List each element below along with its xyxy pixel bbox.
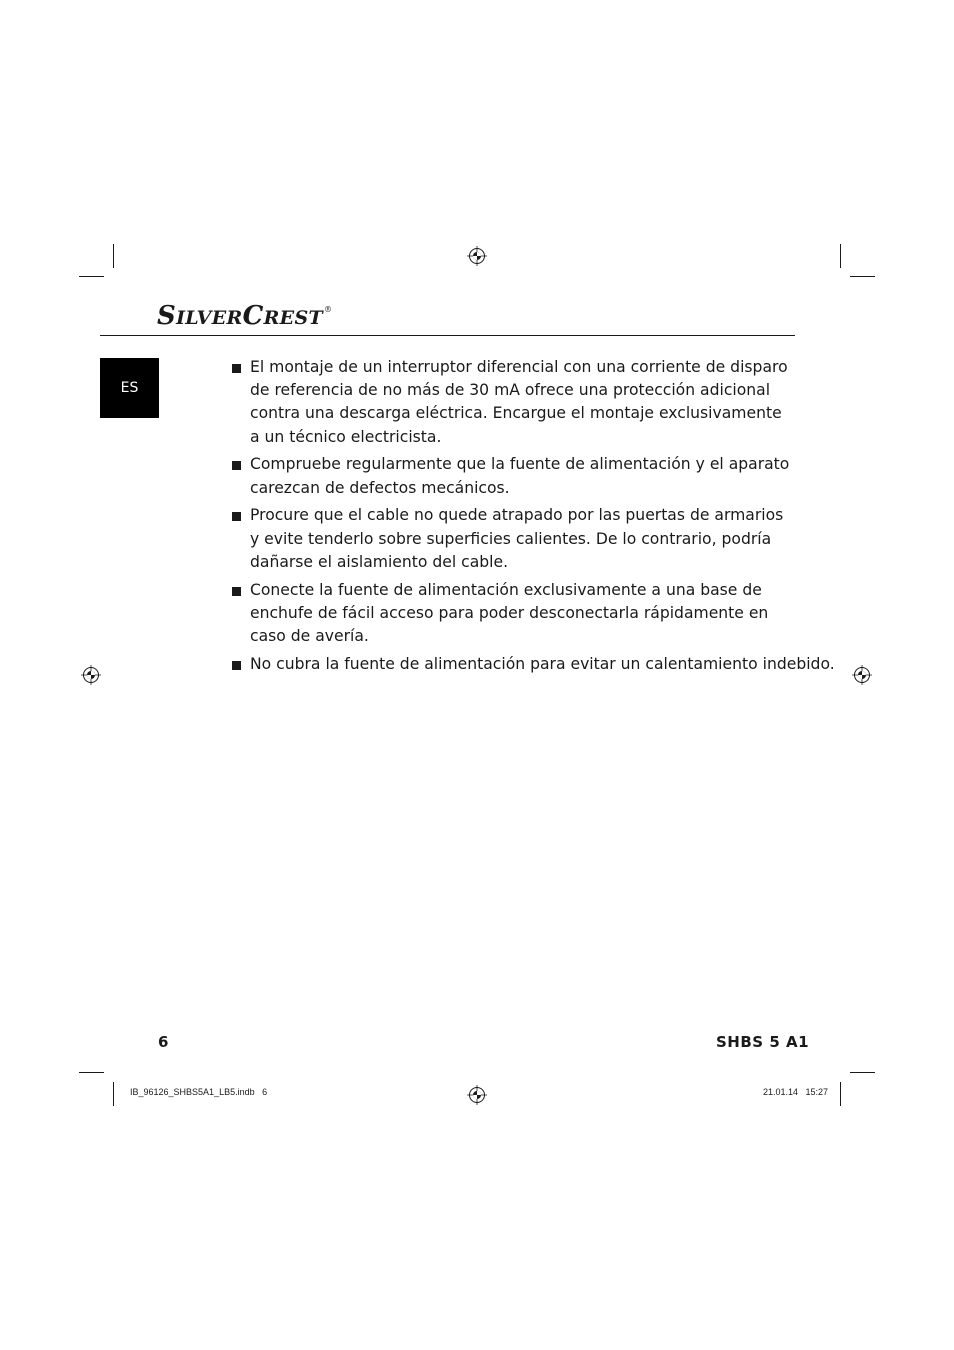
list-item-line: carezcan de defectos mecánicos. — [250, 478, 510, 497]
crop-mark — [840, 1082, 841, 1106]
list-item — [230, 453, 790, 499]
list-item — [230, 504, 790, 574]
list-item-line: Procure que el cable no quede atrapado por las puertas de armarios — [250, 506, 784, 525]
crop-mark — [850, 276, 875, 277]
crop-mark — [113, 244, 114, 268]
registration-mark-icon — [81, 665, 101, 685]
list-item-line: contra una descarga eléctrica. Encargue el montaje exclusivamente — [250, 404, 782, 423]
bullet-square-icon — [232, 461, 241, 470]
brand-logo — [157, 301, 332, 331]
crop-mark — [850, 1072, 875, 1073]
safety-instructions-list — [230, 356, 835, 681]
logo-letter: C — [242, 301, 264, 331]
logo-letter: S — [157, 301, 177, 331]
logo-text: REST — [263, 307, 323, 329]
registration-mark-icon — [467, 246, 487, 266]
list-item-line: caso de avería. — [250, 627, 369, 646]
list-item-line: enchufe de fácil acceso para poder desconectarla rápidamente en — [250, 603, 769, 622]
list-item-line: dañarse el aislamiento del cable. — [250, 552, 509, 571]
header-rule — [100, 335, 795, 336]
registration-mark-icon — [467, 1085, 487, 1105]
list-item-line: El montaje de un interruptor diferencial con una corriente de disparo — [250, 358, 788, 376]
bullet-square-icon — [232, 512, 241, 521]
list-item — [230, 653, 835, 676]
list-item — [230, 356, 790, 449]
registration-mark-icon — [852, 665, 872, 685]
crop-mark — [79, 1072, 104, 1073]
page-number: 6 — [158, 1033, 169, 1051]
print-slug-file: IB_96126_SHBS5A1_LB5.indb 6 — [130, 1087, 268, 1097]
crop-mark — [113, 1082, 114, 1106]
logo-text: ILVER — [176, 307, 243, 329]
bullet-square-icon — [232, 661, 241, 670]
list-item-line: de referencia de no más de 30 mA ofrece una protección adicional — [250, 381, 771, 400]
crop-mark — [79, 276, 104, 277]
list-item — [230, 579, 790, 649]
list-item-line: y evite tenderlo sobre superficies calientes. De lo contrario, podría — [250, 529, 772, 548]
list-item-line: No cubra la fuente de alimentación para evitar un calentamiento indebido. — [250, 654, 835, 673]
trademark-symbol: ® — [323, 305, 333, 314]
language-code: ES — [120, 380, 139, 396]
list-item-line: Conecte la fuente de alimentación exclusivamente a una base de — [250, 580, 762, 599]
list-item-line: a un técnico electricista. — [250, 427, 442, 446]
language-tab — [100, 358, 159, 418]
print-slug-datetime: 21.01.14 15:27 — [763, 1087, 829, 1097]
crop-mark — [840, 244, 841, 268]
bullet-square-icon — [232, 364, 241, 373]
model-number: SHBS 5 A1 — [716, 1033, 810, 1051]
list-item-line: Compruebe regularmente que la fuente de alimentación y el aparato — [250, 455, 790, 474]
bullet-square-icon — [232, 587, 241, 596]
